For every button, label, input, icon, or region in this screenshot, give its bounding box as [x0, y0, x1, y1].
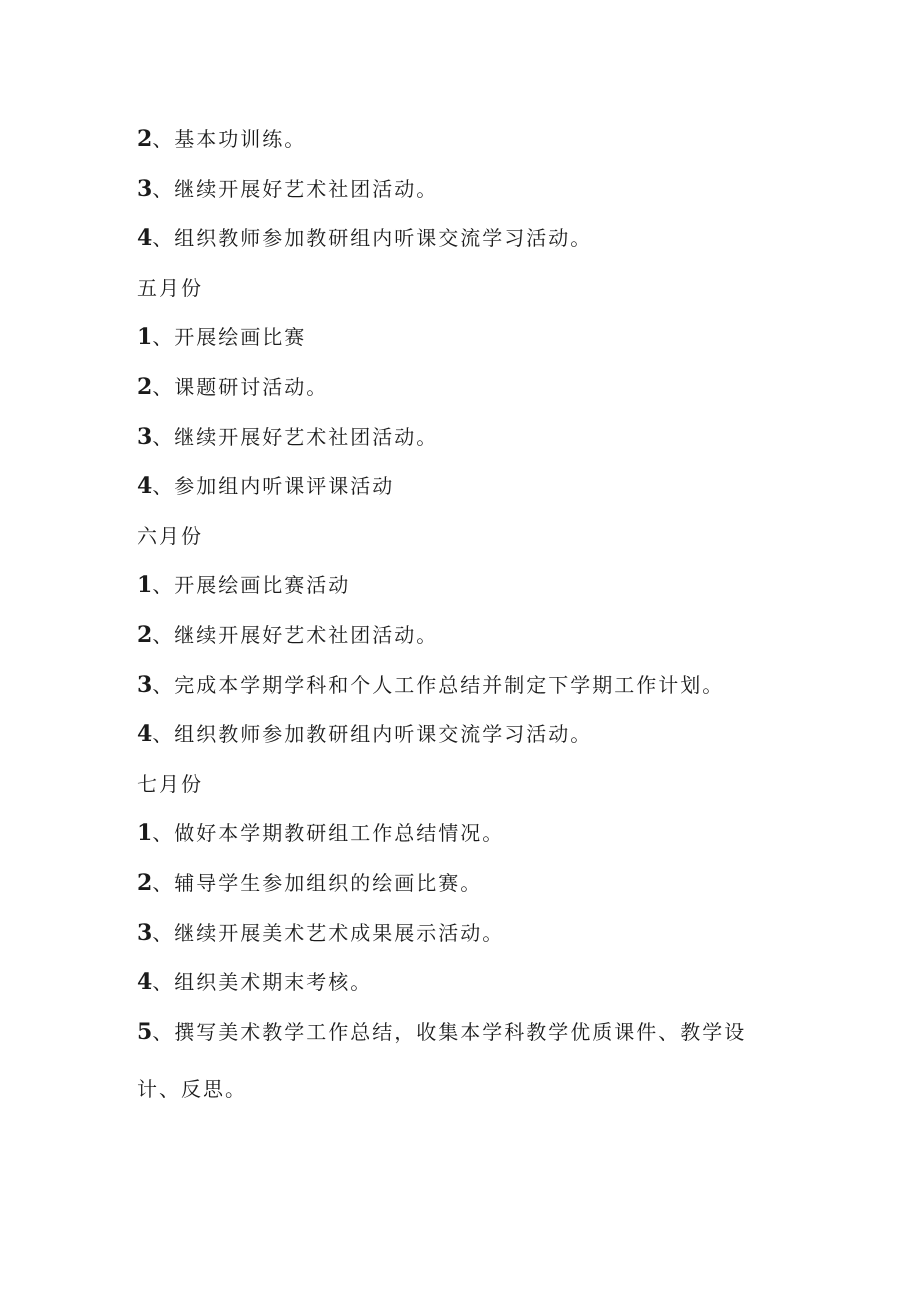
list-item: 2、继续开展好艺术社团活动。: [137, 621, 439, 648]
month-heading: 七月份: [137, 771, 203, 796]
list-item: 4、组织教师参加教研组内听课交流学习活动。: [137, 225, 593, 252]
list-item: 2、课题研讨活动。: [137, 373, 329, 400]
list-item: 1、开展绘画比赛活动: [137, 572, 351, 599]
list-item: 3、完成本学期学科和个人工作总结并制定下学期工作计划。: [137, 671, 725, 698]
month-heading: 六月份: [137, 523, 203, 548]
list-item: 2、基本功训练。: [137, 126, 307, 152]
list-item: 1、开展绘画比赛: [137, 324, 307, 351]
list-item: 5、撰写美术教学工作总结，收集本学科教学优质课件、教学设: [137, 1018, 747, 1045]
list-item: 4、组织教师参加教研组内听课交流学习活动。: [137, 721, 593, 748]
list-item: 1、做好本学期教研组工作总结情况。: [137, 820, 505, 847]
list-item: 4、参加组内听课评课活动: [137, 473, 395, 500]
month-heading: 五月份: [137, 275, 203, 300]
list-item: 3、继续开展美术艺术成果展示活动。: [137, 919, 505, 946]
document-body: [137, 115, 757, 1115]
list-item: 3、继续开展好艺术社团活动。: [137, 175, 439, 202]
list-item-continuation: 计、反思。: [137, 1077, 247, 1102]
list-item: 2、辅导学生参加组织的绘画比赛。: [137, 869, 483, 896]
list-item: 3、继续开展好艺术社团活动。: [137, 423, 439, 450]
list-item: 4、组织美术期末考核。: [137, 969, 373, 996]
